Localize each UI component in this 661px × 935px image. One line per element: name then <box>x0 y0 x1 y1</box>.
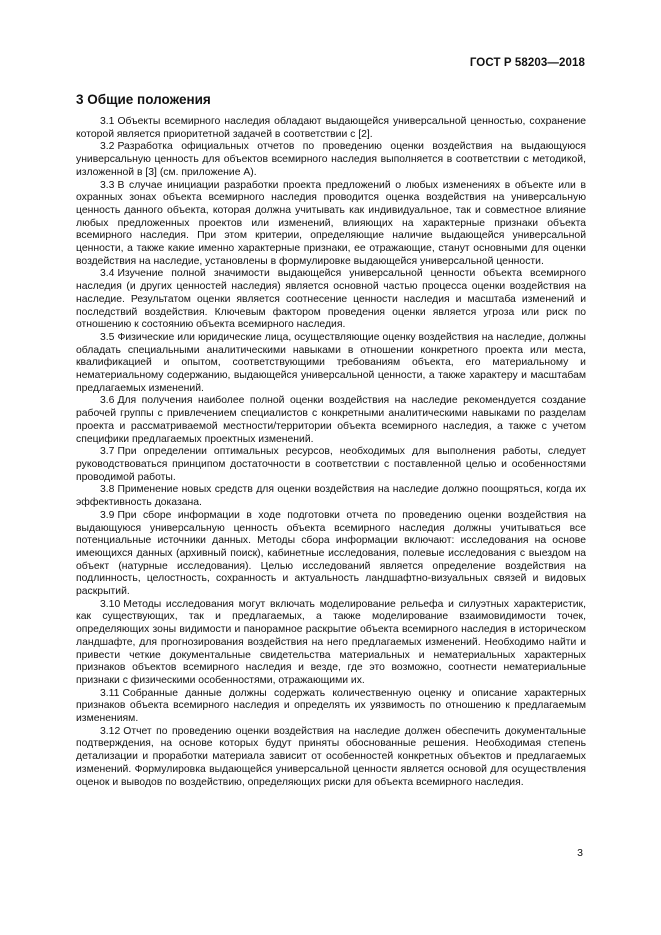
paragraph-text: Собранные данные должны содержать количественную оценку и описание характерных признаков объекта всемирного наследия и определять их уязвимость по отношению к предлагаемым изменениям. <box>76 687 586 725</box>
paragraph-3-3 <box>76 180 586 269</box>
paragraph-number: 3.6 <box>100 395 115 407</box>
paragraph-3-10 <box>76 599 586 688</box>
section-body <box>76 116 586 789</box>
paragraph-text: При определении оптимальных ресурсов, необходимых для выполнения работы, следует руководствоваться принципом достаточности в соответствии с поставленной целью и особенностями проводимой работы. <box>76 446 586 483</box>
paragraph-3-1 <box>76 116 586 141</box>
page-number: 3 <box>577 847 583 859</box>
paragraph-text: Применение новых средств для оценки воздействия на наследие должно поощряться, когда их эффективность доказана. <box>76 484 586 509</box>
paragraph-number: 3.12 <box>100 725 121 737</box>
paragraph-3-7 <box>76 446 586 484</box>
paragraph-number: 3.8 <box>100 484 115 496</box>
paragraph-number: 3.5 <box>100 331 115 343</box>
paragraph-text: Физические или юридические лица, осуществляющие оценку воздействия на наследие, должны обладать специальными аналитическими навыками в отношении конкретного проекта или места, квалификацией и опытом, соответствующими требованиям объекта, его материальному и нематериальному содержанию, выдающейся универсальной ценности, а также характеру и масштабам предлагаемых изменений. <box>76 331 586 394</box>
paragraph-text: При сборе информации в ходе подготовки отчета по проведению оценки воздействия на выдающуюся универсальную ценность объекта всемирного наследия должны учитываться все потенциальные источники данных. Методы сбора информации включают: исследования на основе имеющихся данных (архивный поиск), кабинетные исследования, полевые исследования с выездом на объект (натурные исследования). Целью исследований является определение воздействия на подлинность, целостность, сохранность и актуальность ландшафтно-визуальных связей и видовых раскрытий. <box>76 509 586 598</box>
paragraph-3-5 <box>76 332 586 396</box>
paragraph-number: 3.2 <box>100 141 115 153</box>
paragraph-number: 3.11 <box>100 687 120 699</box>
paragraph-text: Изучение полной значимости выдающейся универсальной ценности объекта всемирного наследия (и других ценностей наследия) является основной частью процесса оценки воздействия на наследие. Результатом оценки является соотнесение ценности наследия и масштаба изменений и последствий воздействия. Ключевым фактором проведения оценки является угроза или риск по отношению к состоянию объекта всемирного наследия. <box>76 268 586 331</box>
paragraph-text: В случае инициации разработки проекта предложений о любых изменениях в объекте или в охранных зонах объекта всемирного наследия проводится оценка воздействия на универсальную ценность данного объекта, которая должна учитывать как индивидуальное, так и совместное влияние любых предложенных проектов или изменений, влияющих на характерные признаки объекта всемирного наследия. При этом критерии, определяющие наличие выдающейся универсальной ценности, а также какие именно характерные признаки, ее отражающие, станут основными для оценки воздействия на наследие, установлены в формулировке выдающейся универсальной ценности. <box>76 179 586 267</box>
paragraph-text: Разработка официальных отчетов по проведению оценки воздействия на выдающуюся универсальную ценность для объектов всемирного наследия выполняется в соответствии с методикой, изложенной в [3] (см. приложение А). <box>76 141 586 178</box>
paragraph-3-2 <box>76 141 586 179</box>
paragraph-3-8 <box>76 484 586 509</box>
document-id-header: ГОСТ Р 58203—2018 <box>469 57 585 69</box>
paragraph-number: 3.9 <box>100 509 115 521</box>
paragraph-3-4 <box>76 268 586 332</box>
section-title: 3 Общие положения <box>76 92 211 107</box>
paragraph-number: 3.3 <box>100 179 115 191</box>
paragraph-3-12 <box>76 726 586 790</box>
paragraph-text: Для получения наиболее полной оценки воздействия на наследие рекомендуется создание рабочей группы с привлечением специалистов с конкретными аналитическими навыками по разделам проекта и рассматриваемой местности/территории объекта всемирного наследия, а также с учетом специфики предлагаемых проектных изменений. <box>76 395 586 445</box>
paragraph-text: Отчет по проведению оценки воздействия на наследие должен обеспечить документальные подтверждения, на основе которых будут приняты обоснованные решения. Необходимая степень детализации и проработки материала зависит от особенностей конкретных объектов и предлагаемых изменений. Формулировка выдающейся универсальной ценности является основой для осуществления оценок и выводов по воздействию, определяющих риски для объекта всемирного наследия. <box>76 725 586 788</box>
paragraph-3-6 <box>76 395 586 446</box>
paragraph-number: 3.10 <box>100 598 121 610</box>
paragraph-3-9 <box>76 510 586 599</box>
paragraph-number: 3.7 <box>100 446 115 458</box>
paragraph-number: 3.4 <box>100 268 115 280</box>
paragraph-number: 3.1 <box>100 116 115 127</box>
paragraph-3-11 <box>76 688 586 726</box>
paragraph-text: Методы исследования могут включать моделирование рельефа и силуэтных характеристик, как существующих, так и предлагаемых, а также моделирование взаимовидимости точек, определяющих зоны видимости и панорамное раскрытие объекта всемирного наследия в историческом ландшафте, для прогнозирования воздействия на него предлагаемых изменений. Необходимо найти и привести четкие документальные свидетельства материальных и нематериальных характерных признаков объектов всемирного наследия и везде, где это возможно, соотнести нематериальные признаки с физическими особенностями, отражающими их. <box>76 598 586 686</box>
paragraph-text: Объекты всемирного наследия обладают выдающейся универсальной ценностью, сохранение которой является приоритетной задачей в соответствии с [2]. <box>76 116 586 140</box>
